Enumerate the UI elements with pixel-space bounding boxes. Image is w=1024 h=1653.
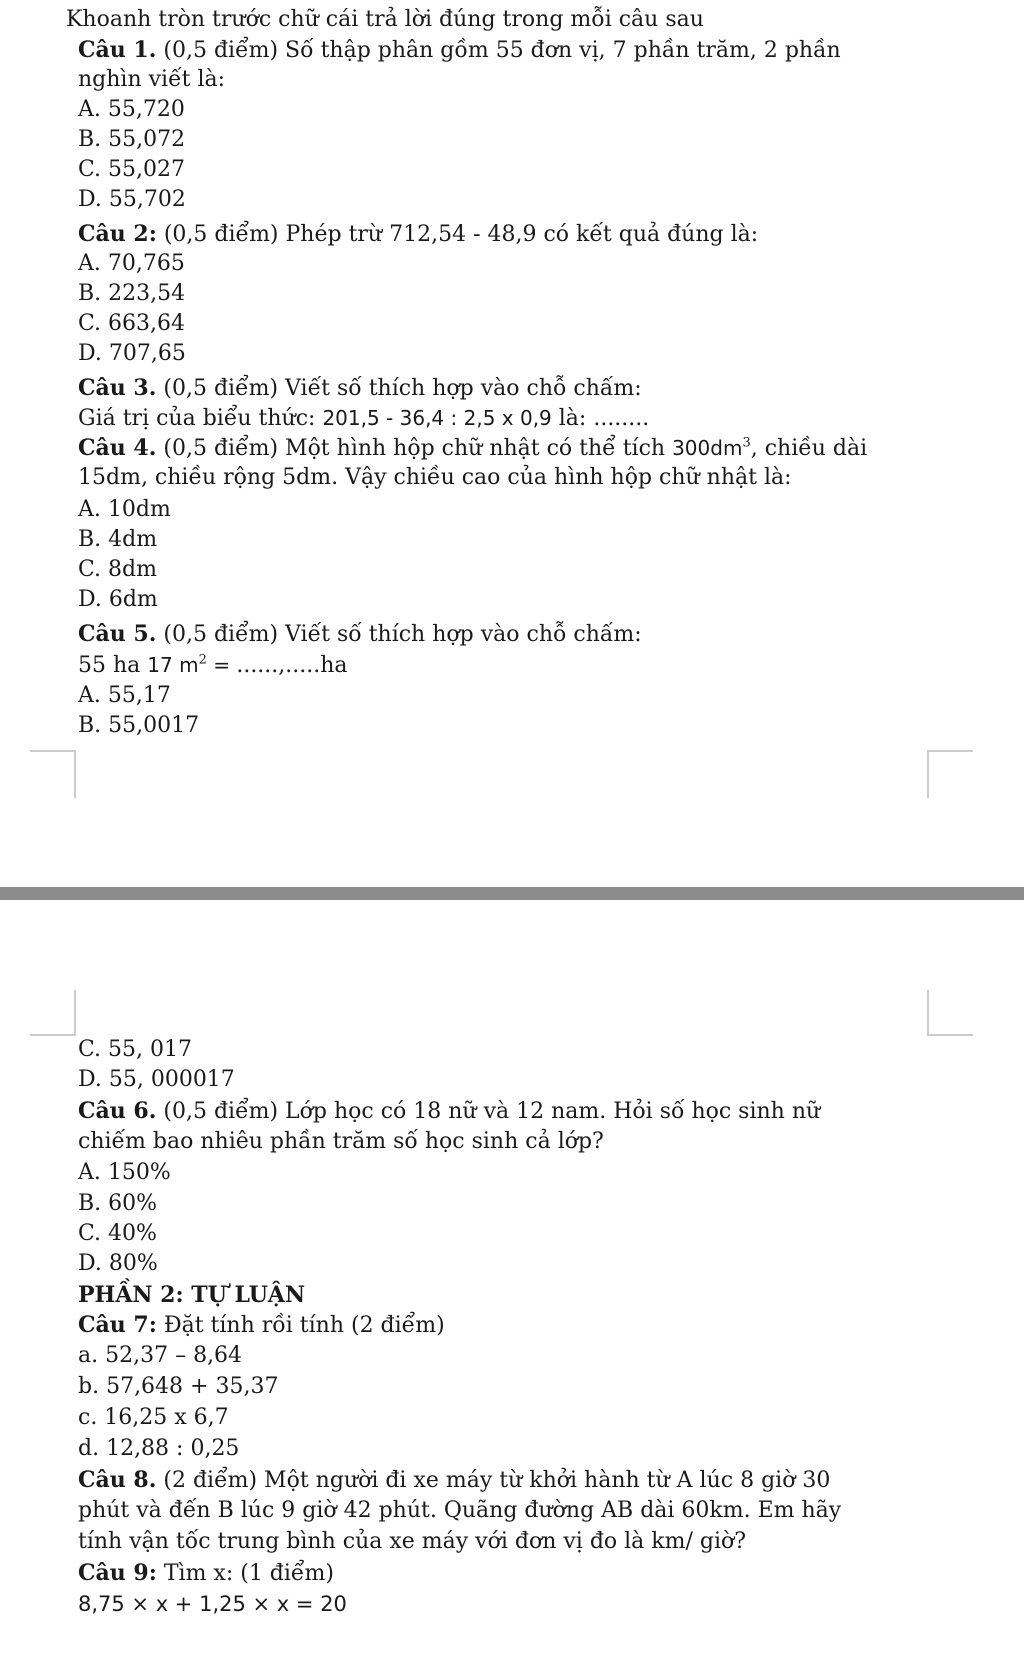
q6-option-b[interactable]: B. 60% [78, 1191, 158, 1216]
q6-option-a[interactable]: A. 150% [78, 1160, 171, 1185]
q5-option-b[interactable]: B. 55,0017 [78, 713, 200, 738]
page-corner-mark [927, 990, 973, 1036]
page-break-divider [0, 887, 1024, 900]
question-5 [78, 620, 642, 649]
q1-option-d[interactable]: D. 55,702 [78, 187, 186, 212]
question-3-expr-prefix: Giá trị của biểu thức: [78, 406, 323, 431]
q7-item-a: a. 52,37 – 8,64 [78, 1343, 243, 1368]
q6-option-d[interactable]: D. 80% [78, 1251, 158, 1276]
question-9 [78, 1559, 334, 1588]
question-9-text: Tìm x: (1 điểm) [156, 1561, 334, 1586]
q4-option-d[interactable]: D. 6dm [78, 587, 158, 612]
q7-item-b: b. 57,648 + 35,37 [78, 1374, 279, 1399]
question-3-blank[interactable]: là: ........ [551, 406, 650, 431]
q1-option-c[interactable]: C. 55,027 [78, 157, 186, 182]
page-corner-mark [927, 750, 973, 798]
question-3 [78, 374, 642, 403]
question-5-blank[interactable]: ......,..... [236, 653, 321, 678]
question-5-expr-b: 17 m [147, 653, 199, 677]
question-3-expr: 201,5 - 36,4 : 2,5 x 0,9 [322, 406, 552, 430]
question-8-text-cont-1: phút và đến B lúc 9 giờ 42 phút. Quãng đường AB dài 60km. Em hãy [78, 1498, 842, 1523]
page-corner-mark [30, 990, 76, 1036]
question-9-label: Câu 9: [78, 1560, 157, 1586]
question-7 [78, 1311, 445, 1340]
question-4-volume-exp: 3 [742, 435, 751, 451]
question-1-text: (0,5 điểm) Số thập phân gồm 55 đơn vị, 7 phần trăm, 2 phần [156, 38, 841, 63]
question-6 [78, 1097, 820, 1126]
question-9-equation: 8,75 × x + 1,25 × x = 20 [78, 1592, 347, 1616]
q6-option-c[interactable]: C. 40% [78, 1221, 157, 1246]
question-4-text-cont: 15dm, chiều rộng 5dm. Vậy chiều cao của hình hộp chữ nhật là: [78, 465, 792, 490]
q2-option-c[interactable]: C. 663,64 [78, 311, 186, 336]
question-8 [78, 1466, 830, 1495]
question-4-label: Câu 4. [78, 435, 157, 461]
question-1-label: Câu 1. [78, 37, 157, 63]
question-5-expr-eq: = [206, 653, 237, 677]
q4-option-c[interactable]: C. 8dm [78, 557, 157, 582]
q1-option-a[interactable]: A. 55,720 [78, 97, 185, 122]
part-2-heading: PHẦN 2: TỰ LUẬN [78, 1282, 306, 1308]
question-8-label: Câu 8. [78, 1467, 157, 1493]
question-2-label: Câu 2: [78, 221, 157, 247]
question-5-text: (0,5 điểm) Viết số thích hợp vào chỗ chấm: [156, 622, 642, 647]
question-1 [78, 36, 841, 65]
question-6-label: Câu 6. [78, 1098, 157, 1124]
page-corner-mark [30, 750, 76, 798]
question-5-expr-exp: 2 [198, 652, 207, 668]
question-3-expression [78, 404, 649, 433]
question-4-text-b: , chiều dài [750, 436, 868, 461]
question-6-text: (0,5 điểm) Lớp học có 18 nữ và 12 nam. Hỏi số học sinh nữ [156, 1099, 821, 1124]
q7-item-c: c. 16,25 x 6,7 [78, 1405, 229, 1430]
q2-option-a[interactable]: A. 70,765 [78, 251, 185, 276]
question-7-text: Đặt tính rồi tính (2 điểm) [156, 1313, 445, 1338]
q5-option-d[interactable]: D. 55, 000017 [78, 1067, 235, 1092]
q4-option-b[interactable]: B. 4dm [78, 527, 158, 552]
question-8-text-cont-2: tính vận tốc trung bình của xe máy với đơn vị đo là km/ giờ? [78, 1529, 747, 1554]
q1-option-b[interactable]: B. 55,072 [78, 127, 186, 152]
question-5-unit: ha [320, 653, 348, 678]
q7-item-d: d. 12,88 : 0,25 [78, 1436, 240, 1461]
question-1-text-cont: nghìn viết là: [78, 67, 226, 92]
question-5-expr-a: 55 ha [78, 653, 148, 678]
question-2-text: (0,5 điểm) Phép trừ 712,54 - 48,9 có kết quả đúng là: [156, 222, 759, 247]
question-4-text: (0,5 điểm) Một hình hộp chữ nhật có thể tích [156, 436, 673, 461]
question-3-text: (0,5 điểm) Viết số thích hợp vào chỗ chấm: [156, 376, 642, 401]
question-8-text: (2 điểm) Một người đi xe máy từ khởi hành từ A lúc 8 giờ 30 [156, 1468, 831, 1493]
q2-option-b[interactable]: B. 223,54 [78, 281, 186, 306]
intro-instruction: Khoanh tròn trước chữ cái trả lời đúng trong mỗi câu sau [66, 7, 704, 32]
q5-option-c[interactable]: C. 55, 017 [78, 1037, 193, 1062]
q4-option-a[interactable]: A. 10dm [78, 497, 171, 522]
question-3-label: Câu 3. [78, 375, 157, 401]
q5-option-a[interactable]: A. 55,17 [78, 683, 171, 708]
question-5-label: Câu 5. [78, 621, 157, 647]
question-4-volume: 300dm [672, 436, 743, 460]
question-4 [78, 434, 867, 463]
question-7-label: Câu 7: [78, 1312, 157, 1338]
question-6-text-cont: chiếm bao nhiêu phần trăm số học sinh cả lớp? [78, 1129, 604, 1154]
question-5-expression [78, 651, 348, 680]
question-2 [78, 220, 758, 249]
q2-option-d[interactable]: D. 707,65 [78, 341, 186, 366]
